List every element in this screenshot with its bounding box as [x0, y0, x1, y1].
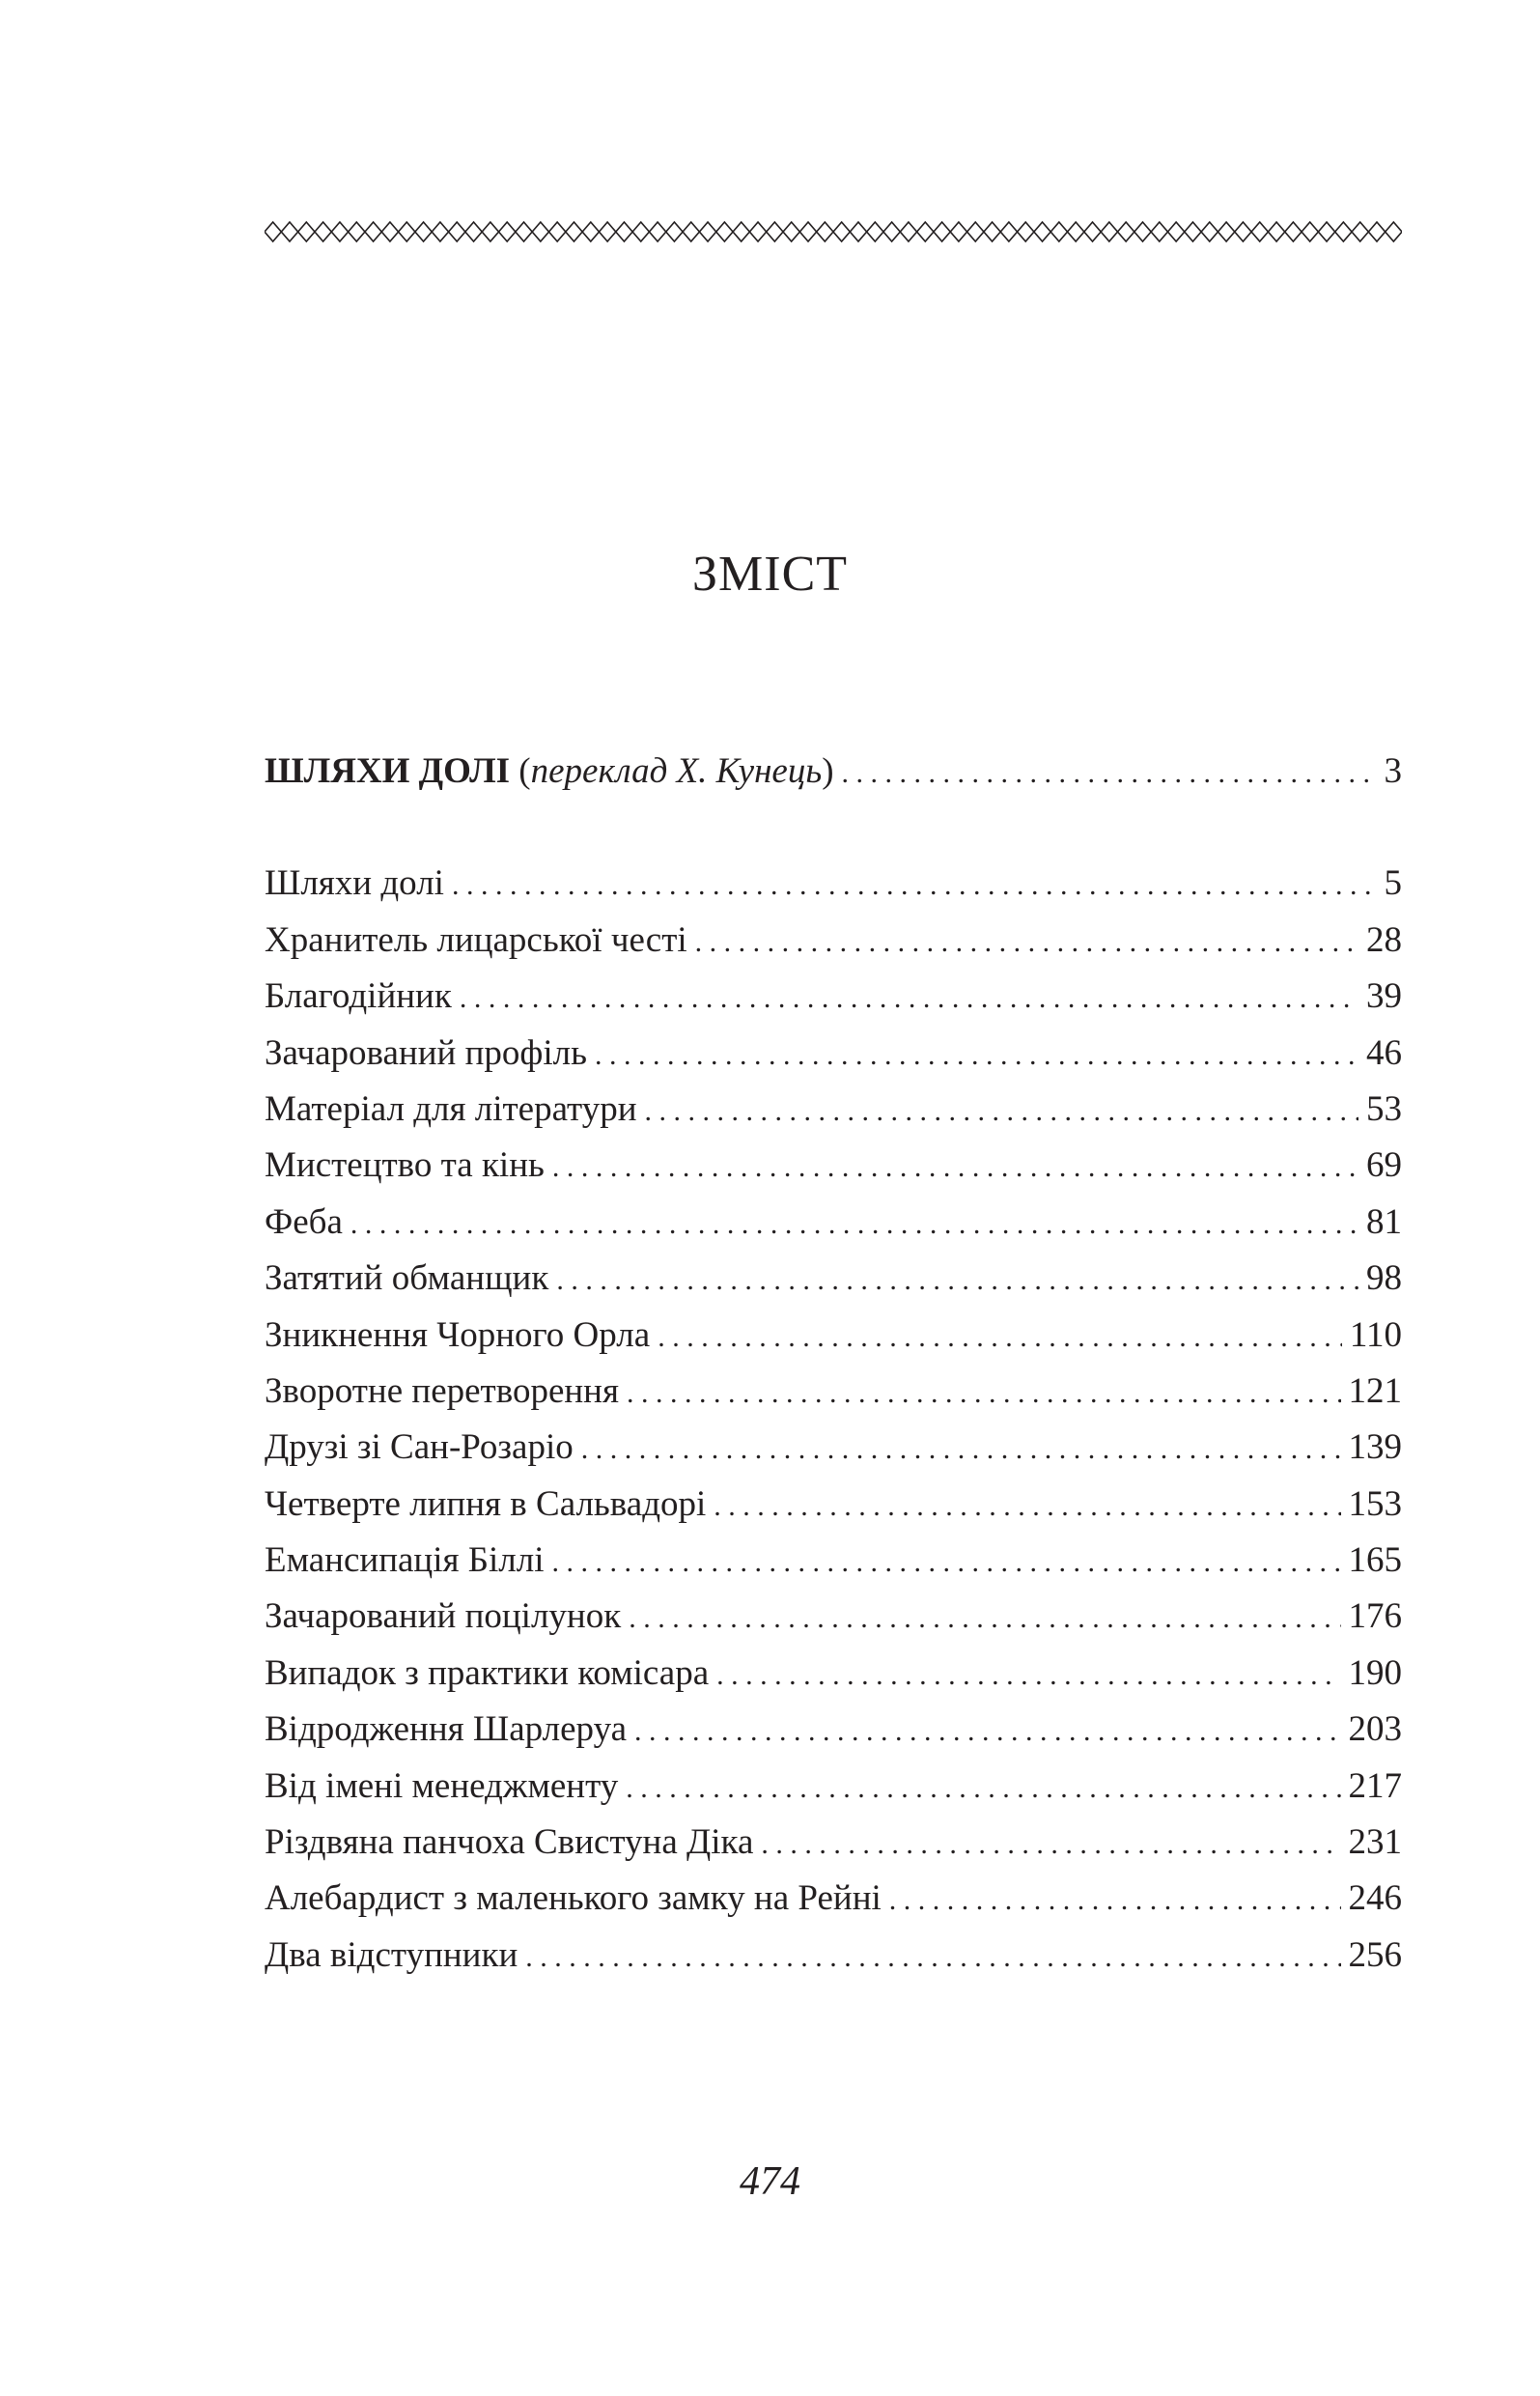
- dot-leader: [658, 1310, 1342, 1366]
- entry-title: Від імені менеджменту: [265, 1765, 619, 1806]
- dot-leader: [595, 1028, 1358, 1084]
- diamond-ornament: [281, 222, 297, 241]
- diamond-ornament: [900, 222, 916, 241]
- diamond-ornament: [1084, 222, 1101, 241]
- entry-title: Друзі зі Сан-Розаріо: [265, 1427, 574, 1468]
- table-of-contents: [265, 744, 1402, 1984]
- dot-leader: [350, 1197, 1358, 1253]
- entry-page-number: 28: [1366, 919, 1402, 960]
- diamond-ornament: [599, 222, 615, 241]
- diamond-ornament: [817, 222, 833, 241]
- toc-entry[interactable]: [265, 1477, 1402, 1533]
- diamond-ornament: [298, 222, 315, 241]
- entry-page-number: 121: [1348, 1370, 1402, 1411]
- diamond-ornament: [349, 222, 365, 241]
- dot-leader: [452, 858, 1377, 914]
- diamond-ornament: [365, 222, 381, 241]
- dot-leader: [552, 1140, 1358, 1196]
- diamond-ornament: [532, 222, 548, 241]
- entry-page-number: 217: [1348, 1765, 1402, 1806]
- toc-entry[interactable]: [265, 1364, 1402, 1420]
- diamond-ornament: [666, 222, 683, 241]
- diamond-ornament: [1185, 222, 1201, 241]
- entry-title: Два відступники: [265, 1934, 518, 1975]
- diamond-ornament: [799, 222, 816, 241]
- diamond-ornament: [1268, 222, 1284, 241]
- toc-entry[interactable]: [265, 1026, 1402, 1082]
- diamond-ornament: [1118, 222, 1134, 241]
- entry-title: Четверте липня в Сальвадорі: [265, 1483, 707, 1524]
- entry-page-number: 190: [1348, 1652, 1402, 1693]
- entry-title: Алебардист з маленького замку на Рейні: [265, 1878, 882, 1919]
- toc-entry[interactable]: [265, 1138, 1402, 1194]
- diamond-ornament: [883, 222, 900, 241]
- diamond-ornament: [616, 222, 632, 241]
- entry-title: Зачарований поцілунок: [265, 1596, 622, 1637]
- diamond-ornament: [1335, 222, 1352, 241]
- diamond-ornament: [465, 222, 482, 241]
- toc-entry[interactable]: [265, 1420, 1402, 1476]
- section-label: [265, 744, 834, 800]
- dot-leader: [552, 1535, 1341, 1591]
- toc-entries: [265, 856, 1402, 1984]
- entry-page-number: 5: [1384, 863, 1402, 904]
- diamond-ornament: [1302, 222, 1318, 241]
- toc-entry[interactable]: [265, 1646, 1402, 1702]
- dot-leader: [645, 1084, 1358, 1140]
- diamond-ornament: [582, 222, 599, 241]
- dot-leader: [626, 1761, 1340, 1817]
- diamond-ornament: [917, 222, 934, 241]
- dot-leader: [889, 1873, 1341, 1929]
- dot-leader: [714, 1479, 1340, 1535]
- dot-leader: [842, 746, 1377, 802]
- entry-title: Шляхи долі: [265, 863, 444, 904]
- entry-page-number: 246: [1348, 1878, 1402, 1919]
- entry-page-number: 69: [1366, 1145, 1402, 1186]
- diamond-ornament: [1068, 222, 1084, 241]
- diamond-ornament: [381, 222, 398, 241]
- diamond-ornament: [415, 222, 432, 241]
- page-number: 474: [740, 2159, 800, 2204]
- toc-entry[interactable]: [265, 1871, 1402, 1927]
- entry-page-number: 203: [1348, 1709, 1402, 1750]
- diamond-ornament: [1201, 222, 1218, 241]
- diamond-ornament: [315, 222, 331, 241]
- ornamental-diamond-divider: [265, 220, 1402, 243]
- diamond-ornament: [934, 222, 950, 241]
- diamond-ornament: [767, 222, 783, 241]
- diamond-ornament: [265, 222, 281, 241]
- diamond-ornament: [984, 222, 1000, 241]
- toc-entry[interactable]: [265, 969, 1402, 1025]
- paren-close: ): [822, 751, 834, 791]
- entry-title: Випадок з практики комісара: [265, 1652, 710, 1693]
- entry-title: Різдвяна панчоха Свистуна Діка: [265, 1822, 754, 1863]
- dot-leader: [581, 1422, 1341, 1478]
- diamond-ornament: [1235, 222, 1251, 241]
- toc-entry[interactable]: [265, 1759, 1402, 1815]
- diamond-ornament: [1368, 222, 1385, 241]
- diamond-ornament: [716, 222, 733, 241]
- entry-page-number: 231: [1348, 1822, 1402, 1863]
- diamond-ornament: [683, 222, 699, 241]
- diamond-ornament: [331, 222, 348, 241]
- toc-entry[interactable]: [265, 913, 1402, 969]
- diamond-ornament: [950, 222, 966, 241]
- diamond-ornament: [1251, 222, 1268, 241]
- diamond-ornament: [516, 222, 532, 241]
- diamond-ornament: [566, 222, 582, 241]
- entry-title: Хранитель лицарської честі: [265, 919, 687, 960]
- diamond-ornament: [399, 222, 415, 241]
- entry-title: Матеріал для літератури: [265, 1088, 637, 1129]
- diamond-ornament: [1167, 222, 1184, 241]
- diamond-ornament: [1134, 222, 1151, 241]
- diamond-ornament: [783, 222, 799, 241]
- entry-page-number: 81: [1366, 1201, 1402, 1242]
- entry-page-number: 256: [1348, 1934, 1402, 1975]
- section-subtitle: переклад Х. Кунець: [530, 751, 823, 791]
- toc-entry[interactable]: [265, 1928, 1402, 1984]
- diamond-ornament: [1285, 222, 1302, 241]
- diamond-ornament: [1218, 222, 1234, 241]
- dot-leader: [761, 1817, 1340, 1873]
- diamond-ornament: [649, 222, 665, 241]
- diamond-ornament: [482, 222, 498, 241]
- entry-title: Емансипація Біллі: [265, 1540, 545, 1581]
- diamond-ornament: [699, 222, 715, 241]
- toc-entry[interactable]: [265, 1815, 1402, 1871]
- paren-open: (: [510, 751, 531, 791]
- diamond-ornament: [432, 222, 448, 241]
- toc-entry[interactable]: [265, 1251, 1402, 1307]
- diamond-ornament: [1000, 222, 1017, 241]
- dot-leader: [460, 971, 1358, 1027]
- diamond-ornament: [632, 222, 649, 241]
- toc-entry[interactable]: [265, 1702, 1402, 1758]
- toc-entry[interactable]: [265, 856, 1402, 912]
- diamond-ornament: [1018, 222, 1034, 241]
- diamond-ornament: [549, 222, 566, 241]
- entry-page-number: 176: [1348, 1596, 1402, 1637]
- diamond-ornament: [833, 222, 850, 241]
- dot-leader: [629, 1591, 1340, 1647]
- entry-page-number: 98: [1366, 1258, 1402, 1299]
- entry-title: Зворотне перетворення: [265, 1370, 619, 1411]
- entry-title: Благодійник: [265, 976, 452, 1017]
- dot-leader: [525, 1930, 1340, 1986]
- diamond-ornament: [1352, 222, 1368, 241]
- diamond-ornament: [1034, 222, 1050, 241]
- section-title: ШЛЯХИ ДОЛІ: [265, 751, 511, 791]
- entry-title: Феба: [265, 1201, 343, 1242]
- diamond-ornament: [1151, 222, 1167, 241]
- diamond-ornament: [867, 222, 883, 241]
- entry-title: Зникнення Чорного Орла: [265, 1314, 651, 1355]
- entry-page-number: 53: [1366, 1088, 1402, 1129]
- toc-entry[interactable]: [265, 1533, 1402, 1589]
- entry-page-number: 39: [1366, 976, 1402, 1017]
- entry-page-number: 139: [1348, 1427, 1402, 1468]
- page-title: ЗМІСТ: [691, 547, 849, 602]
- dot-leader: [627, 1366, 1341, 1422]
- entry-title: Зачарований профіль: [265, 1032, 587, 1073]
- diamond-ornament: [850, 222, 866, 241]
- diamond-ornament: [499, 222, 516, 241]
- section-page-number: 3: [1384, 751, 1402, 791]
- entry-page-number: 110: [1349, 1314, 1402, 1355]
- diamond-ornament: [1050, 222, 1067, 241]
- diamond-ornament: [1101, 222, 1117, 241]
- dot-leader: [556, 1253, 1358, 1309]
- toc-entry[interactable]: [265, 1589, 1402, 1645]
- entry-title: Відродження Шарлеруа: [265, 1709, 628, 1750]
- entry-page-number: 165: [1348, 1540, 1402, 1581]
- entry-page-number: 153: [1348, 1483, 1402, 1524]
- diamond-ornament: [733, 222, 749, 241]
- entry-page-number: 46: [1366, 1032, 1402, 1073]
- dot-leader: [695, 915, 1358, 971]
- entry-title: Мистецтво та кінь: [265, 1145, 545, 1186]
- dot-leader: [634, 1704, 1340, 1760]
- toc-entry[interactable]: [265, 1082, 1402, 1138]
- diamond-ornament: [1318, 222, 1334, 241]
- entry-title: Затятий обманщик: [265, 1258, 549, 1299]
- toc-entry[interactable]: [265, 1308, 1402, 1364]
- diamond-ornament: [749, 222, 766, 241]
- dot-leader: [716, 1648, 1340, 1704]
- diamond-ornament: [967, 222, 984, 241]
- toc-entry[interactable]: [265, 1195, 1402, 1251]
- toc-section-row[interactable]: [265, 744, 1402, 800]
- diamond-ornament: [1386, 222, 1402, 241]
- diamond-ornament: [449, 222, 465, 241]
